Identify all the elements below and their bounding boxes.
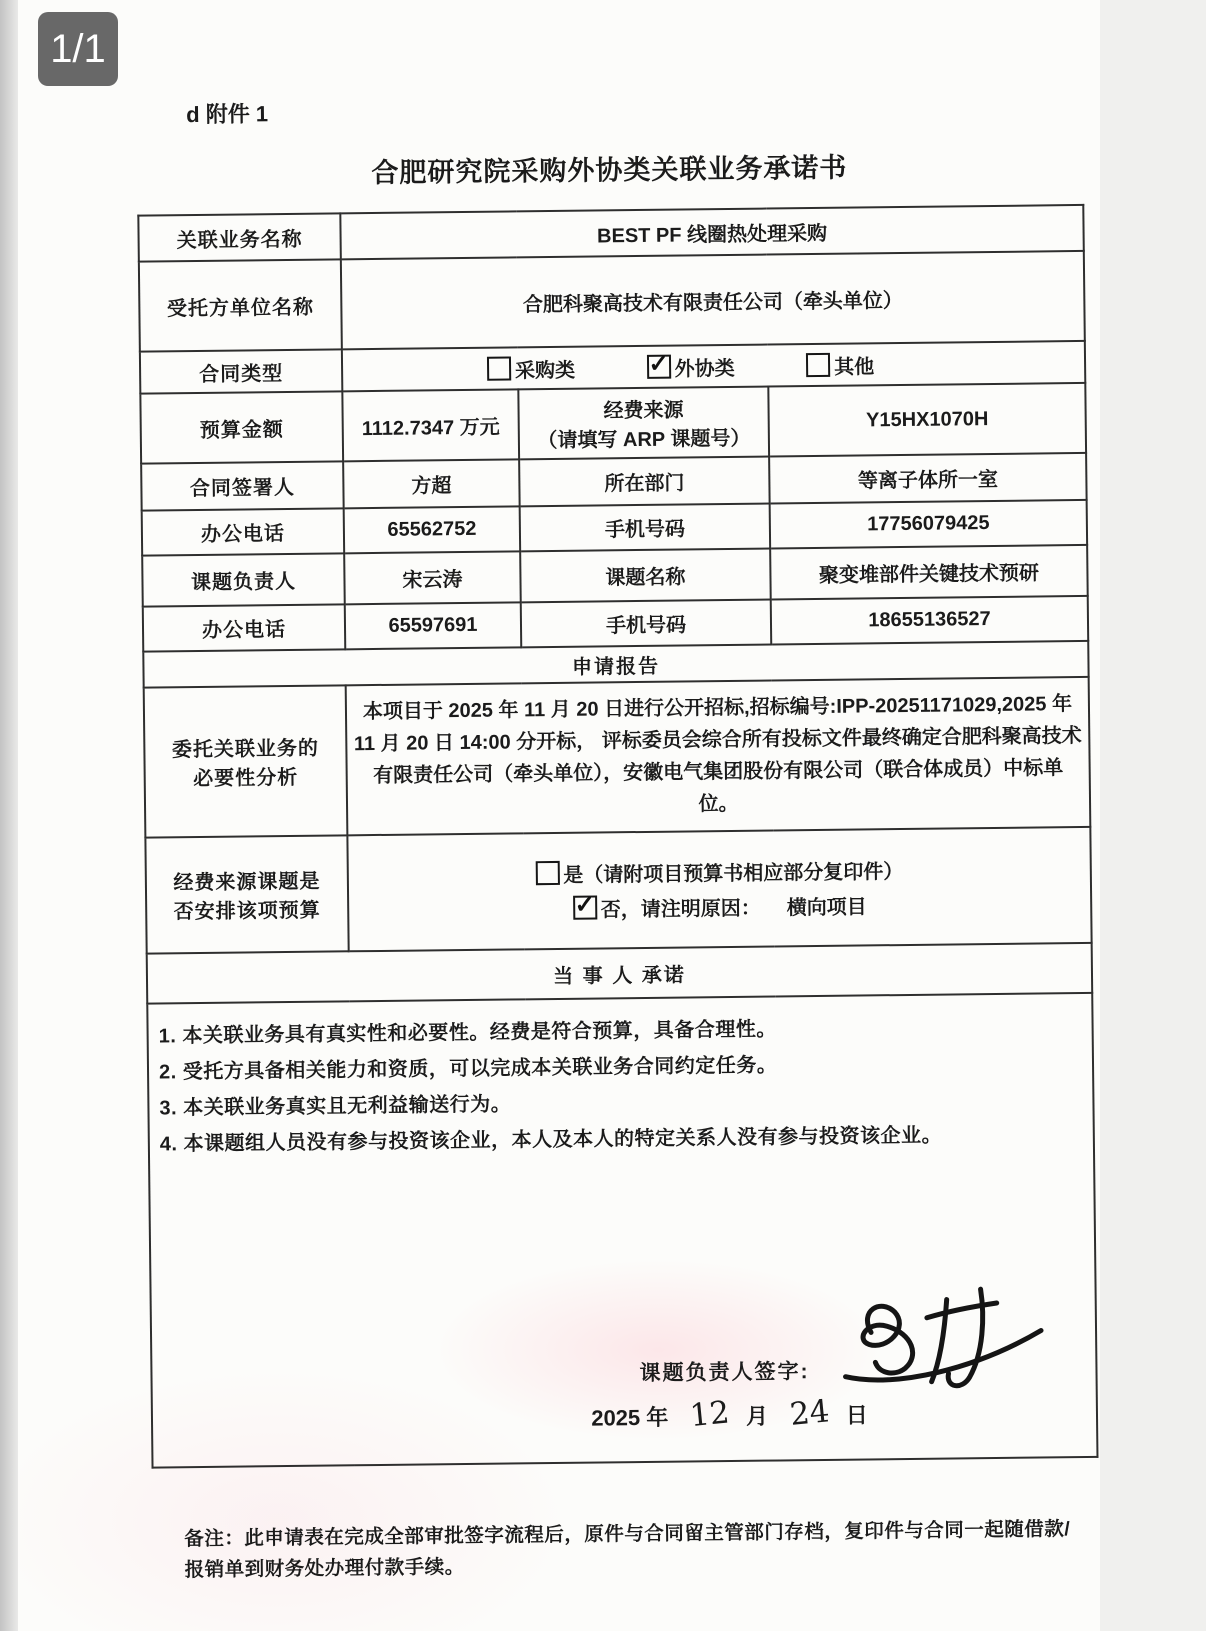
application-report-title: 申请报告 [143,641,1088,688]
entrusted-unit-value: 合肥科聚高技术有限责任公司（牵头单位） [341,251,1085,349]
business-name-value: BEST PF 线圈热处理采购 [340,205,1084,259]
scan-left-shadow [0,0,18,1631]
contract-type-option-other: 其他 [806,356,874,379]
mobile1-label: 手机号码 [520,504,770,552]
row-entrusted-unit [139,251,1085,352]
dept-label: 所在部门 [519,457,770,507]
signer-value: 方超 [343,459,520,508]
project-label: 课题名称 [520,549,771,603]
scanned-document-page [18,0,1100,1631]
budget-value: 1112.7347 万元 [342,389,519,461]
budget-arranged-label: 经费来源课题是否安排该项预算 [145,835,348,953]
project-value: 聚变堆部件关键技术预研 [770,545,1088,600]
row-budget [140,383,1086,464]
mobile1-value: 17756079425 [770,500,1088,549]
necessity-label: 委托关联业务的必要性分析 [144,685,348,837]
dept-value: 等离子体所一室 [769,453,1087,504]
checkbox-purchase-icon [487,356,511,380]
budget-arranged-option-yes: 是（请附项目预算书相应部分复印件） [355,853,1084,890]
handwritten-signature-image [815,1282,1046,1403]
office-phone2-value: 65597691 [345,602,521,649]
page-indicator-badge: 1/1 [38,12,118,86]
signature-row [152,1282,1096,1411]
checkbox-no-icon [573,896,597,920]
date-month-unit: 月 [745,1403,769,1429]
business-name-label: 关联业务名称 [138,213,341,261]
commitment-title: 当 事 人 承诺 [147,943,1093,1004]
office-phone2-label: 办公电话 [143,604,345,651]
budget-arranged-reason: 横向项目 [786,896,867,920]
contract-type-option-outsource: ✓ 外协类 [646,357,734,380]
signature-label: 课题负责人签字: [639,1360,810,1386]
contract-type-option-purchase: 采购类 [487,359,575,382]
checkbox-outsource-icon [646,354,670,378]
commitment-item: 1. 本关联业务具有真实性和必要性。经费是符合预算，具备合理性。 [158,1018,777,1048]
budget-label: 预算金额 [140,391,343,463]
document-content [136,88,1098,1587]
row-necessity [144,677,1091,838]
date-month-handwritten: 12 [688,1394,732,1435]
commitment-item: 3. 本关联业务真实且无利益输送行为。 [159,1093,512,1120]
fund-source-value: Y15HX1070H [768,383,1086,457]
document-title: 合肥研究院采购外协类关联业务承诺书 [371,152,848,189]
commitment-items [154,996,1087,1163]
form-table [137,204,1098,1469]
fund-source-label: 经费来源 （请填写 ARP 课题号） [518,387,769,460]
pi-label: 课题负责人 [142,553,345,606]
date-day-handwritten: 24 [788,1393,832,1433]
date-day-unit: 日 [845,1402,868,1428]
office-phone1-label: 办公电话 [142,508,344,555]
mobile2-value: 18655136527 [771,596,1089,645]
budget-arranged-option-no: ✓否，请注明原因： 横向项目 [355,888,1084,925]
footnote: 备注：此申请表在完成全部审批签字流程后，原件与合同留主管部门存档，复印件与合同一起随借款/报销单到财务处办理付款手续。 [184,1518,1071,1582]
checkbox-other-icon [806,352,830,376]
pi-value: 宋云涛 [344,551,521,604]
row-budget-arranged [145,827,1091,954]
checkbox-yes-icon [535,861,559,885]
date-year: 2025 [591,1405,641,1431]
commitment-item: 2. 受托方具备相关能力和资质，可以完成本关联业务合同约定任务。 [158,1054,778,1084]
row-commitment-body [147,993,1097,1468]
contract-type-label: 合同类型 [140,349,342,393]
mobile2-label: 手机号码 [521,600,771,648]
date-year-unit: 年 [646,1404,669,1430]
budget-arranged-options [347,827,1091,951]
attachment-label: d 附件 1 [186,101,269,128]
commitment-item: 4. 本课题组人员没有参与投资该企业，本人及本人的特定关系人没有参与投资该企业。 [159,1124,943,1156]
office-phone1-value: 65562752 [344,506,520,553]
entrusted-unit-label: 受托方单位名称 [139,259,342,351]
signer-label: 合同签署人 [141,461,344,510]
commitment-body [147,993,1097,1468]
necessity-text: 本项目于 2025 年 11 月 20 日进行公开招标,招标编号:IPP-20251171029,2025 年 11 月 20 日 14:00 分开标， 评标委员会综合所有投标文件最终确定合肥科聚高技术有限责任公司（牵头单位），安徽电气集团股份有限公司（联合体成员）中标单位。 [346,677,1091,835]
